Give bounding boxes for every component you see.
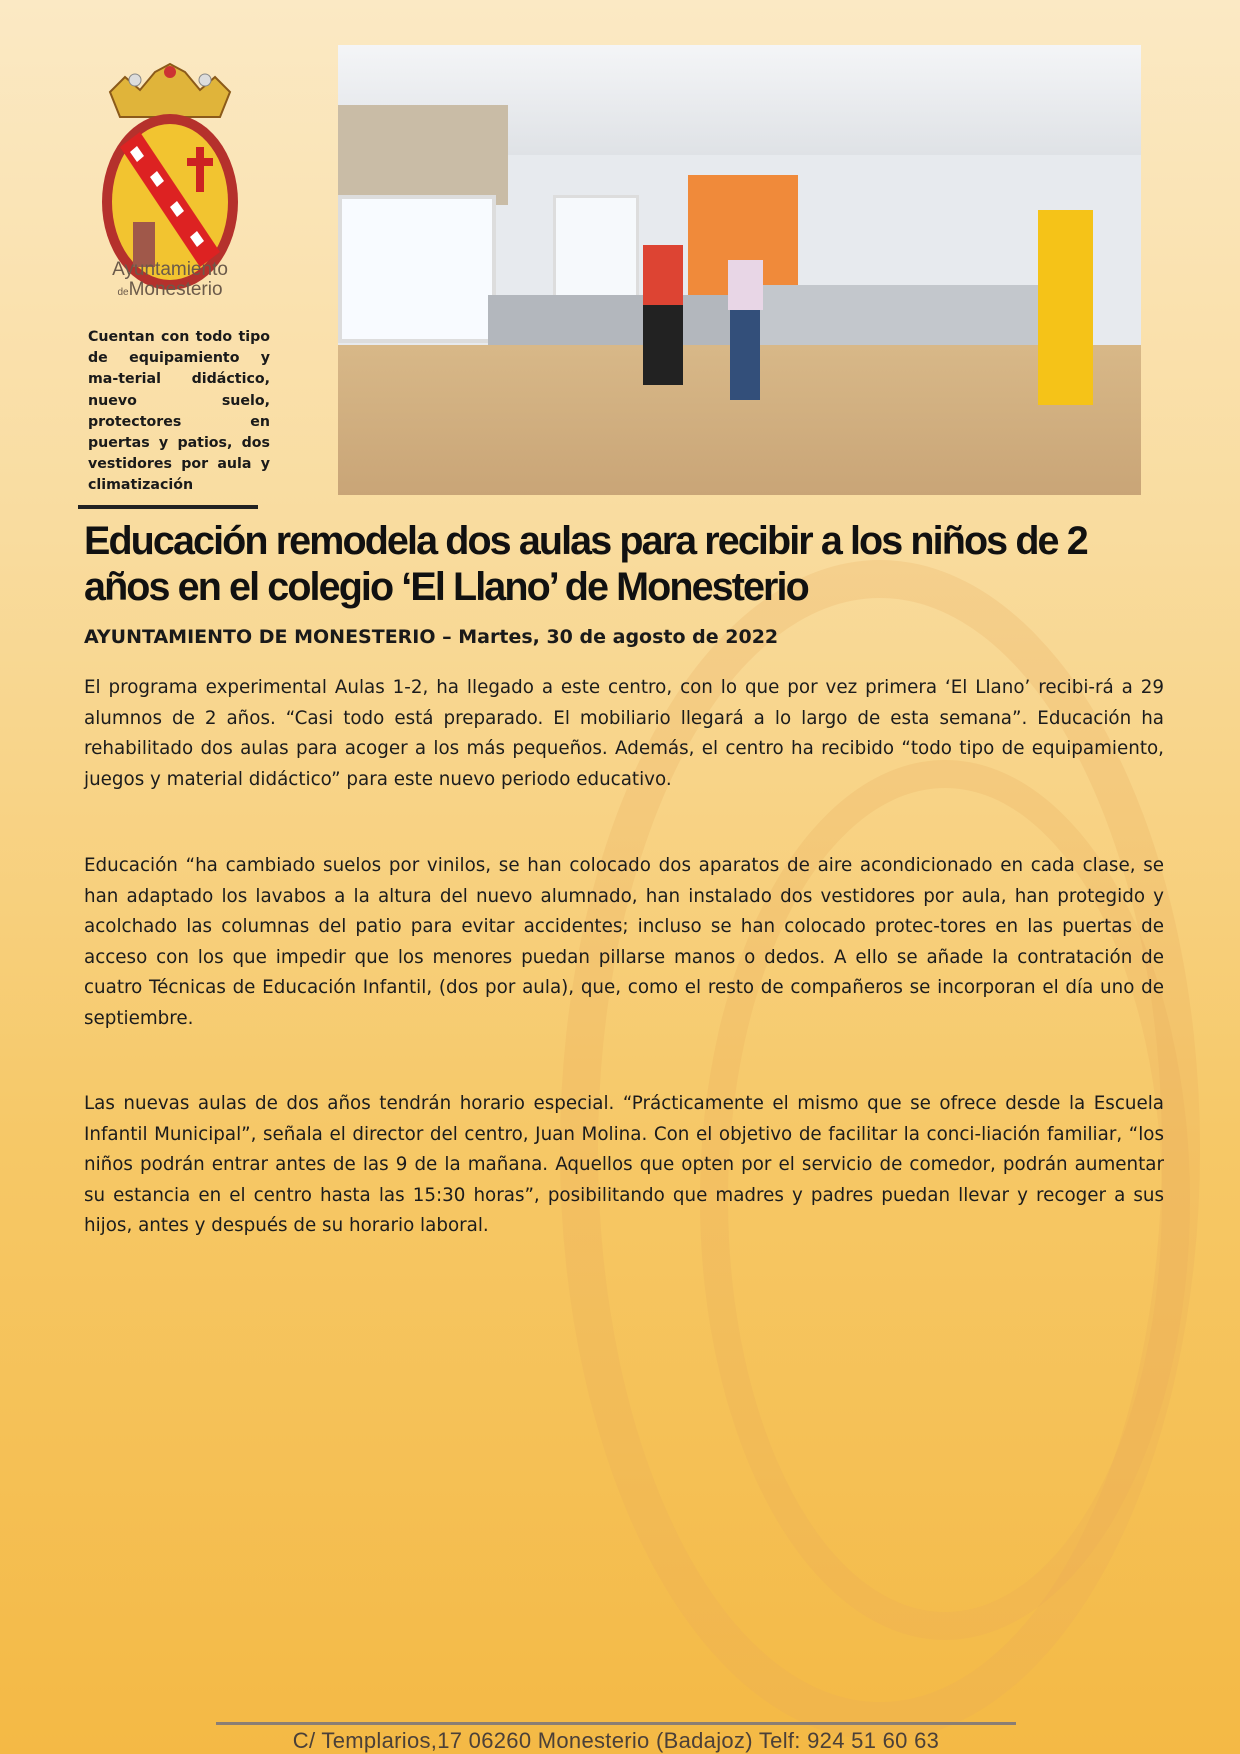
classroom-photo	[338, 45, 1141, 495]
paragraph-3: Las nuevas aulas de dos años tendrán horario especial. “Prácticamente el mismo que se ofrece desde la Escuela Infantil Municipal”, señala el director del centro, Juan Molina. Con el objetivo de facilitar la conci-liación familiar, “los niños podrán entrar antes de las 9 de la mañana. Aquellos que opten por el servicio de comedor, podrán aumentar su estancia en el centro hasta las 15:30 horas”, posibilitando que madres y padres puedan llevar y recoger a sus hijos, antes y después de su horario laboral.	[84, 1093, 1164, 1237]
paragraph-1: El programa experimental Aulas 1-2, ha llegado a este centro, con lo que por vez primera ‘El Llano’ recibi-rá a 29 alumnos de 2 años. “Casi todo está preparado. El mobiliario llegará a lo largo de esta semana”. Educación ha rehabilitado dos aulas para acoger a los más pequeños. Además, el centro ha recibido “todo tipo de equipamiento, juegos y material didáctico” para este nuevo periodo educativo.	[84, 677, 1164, 790]
logo-line-1: Ayuntamiento	[112, 259, 228, 280]
paragraph-2: Educación “ha cambiado suelos por vinilos, se han colocado dos aparatos de aire acondicionado en cada clase, se han adaptado los lavabos a la altura del nuevo alumnado, han instalado dos vestidores por aula, han protegido y acolchado las columnas del patio para evitar accidentes; incluso se han colocado protec-tores en las puertas de acceso con los que impedir que los menores puedan pillarse manos o dedos. A ello se añade la contratación de cuatro Técnicas de Educación Infantil, (dos por aula), que, como el resto de compañeros se incorporan el día uno de septiembre.	[84, 855, 1164, 1029]
title-rule	[78, 505, 258, 509]
photo-caption: Cuentan con todo tipo de equipamiento y ma-terial didáctico, nuevo suelo, protectores en puertas y patios, dos vestidores por aula y climatización	[88, 329, 270, 494]
article-byline: AYUNTAMIENTO DE MONESTERIO – Martes, 30 de agosto de 2022	[84, 626, 779, 648]
article-title: Educación remodela dos aulas para recibir a los niños de 2 años en el colegio ‘El Llano’ de Monesterio	[84, 519, 1087, 609]
footer-address: C/ Templarios,17 06260 Monesterio (Badajoz) Telf: 924 51 60 63	[292, 1728, 940, 1753]
logo-line-2: Monesterio	[128, 279, 223, 300]
logo-text	[85, 260, 255, 303]
logo-de: de	[117, 287, 129, 298]
footer-divider	[216, 1722, 1016, 1725]
